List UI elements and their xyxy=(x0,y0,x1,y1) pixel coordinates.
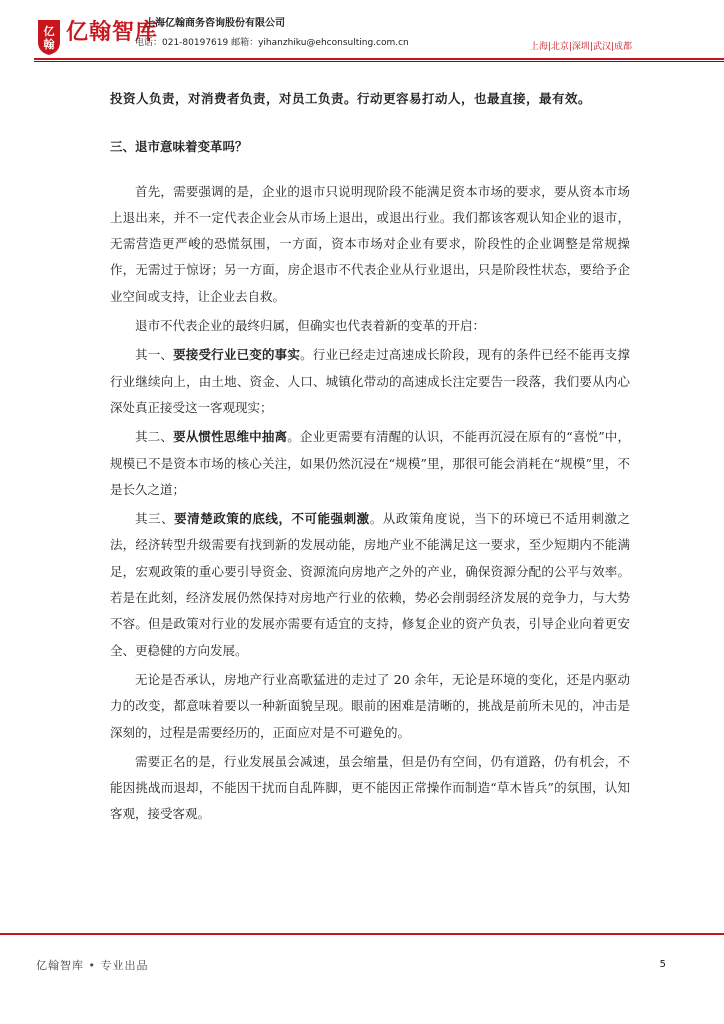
yihan-logo-icon xyxy=(34,18,64,56)
paragraph: 需要正名的是，行业发展虽会减速，虽会缩量，但是仍有空间，仍有道路，仍有机会，不能因挑战而退却，不能因干扰而自乱阵脚，更不能因正常操作而制造“草木皆兵”的氛围，认知客观，接受客观。 xyxy=(110,753,630,822)
page-number: 5 xyxy=(659,959,666,970)
brand-name: 亿翰智库 xyxy=(66,20,159,45)
paragraph: 首先，需要强调的是，企业的退市只说明现阶段不能满足资本市场的要求，要从资本市场上退出来，并不一定代表企业会从市场上退出，或退出行业。我们都该客观认知企业的退市，无需营造更严峻的恐慌氛围，一方面，资本市场对企业有要求，阶段性的企业调整是常规操作，无需过于惊讶；另一方面，房企退市不代表企业从行业退出，只是阶段性状态，要给予企业空间或支持，让企业去自救。 xyxy=(110,183,630,304)
article-body xyxy=(110,84,630,828)
company-name: 上海亿翰商务咨询股份有限公司 xyxy=(145,18,285,29)
paragraph xyxy=(110,342,630,421)
paragraph-text: 。企业更需要有清醒的认识，不能再沉浸在原有的“喜悦”中，规模已不是资本市场的核心关注，如果仍然沉浸在“规模”里，那很可能会消耗在“规模”里，不是长久之道； xyxy=(110,429,630,497)
paragraph xyxy=(110,506,630,664)
footer-credit: 亿翰智库 • 专业出品 xyxy=(36,959,149,972)
header-divider xyxy=(34,58,724,60)
footer-divider xyxy=(0,933,724,935)
key-point: 要从惯性思维中抽离 xyxy=(173,429,288,445)
page-header xyxy=(0,0,724,72)
svg-text:亿: 亿 xyxy=(43,25,55,38)
paragraph-text: 。行业已经走过高速成长阶段，现有的条件已经不能再支撑行业继续向上，由土地、资金、人口、城镇化带动的高速成长注定要告一段落，我们要从内心深处真正接受这一客观现实； xyxy=(110,347,630,415)
paragraph-prefix: 其二、 xyxy=(135,429,174,445)
paragraph-prefix: 其三、 xyxy=(135,511,175,527)
office-cities: 上海|北京|深圳|武汉|成都 xyxy=(529,42,632,52)
paragraph-text: 。从政策角度说，当下的环境已不适用刺激之法，经济转型升级需要有找到新的发展动能，房地产业不能满足这一要求，至少短期内不能满足，宏观政策的重心要引导资金、资源流向房地产之外的产业，确保资源分配的公平与效率。若是在此刻，经济发展仍然保持对房地产行业的依赖，势必会削弱经济发展的竞争力，与大势不容。但是政策对行业的发展亦需要有适宜的支持，修复企业的资产负表，引导企业向着更安全、更稳健的方向发展。 xyxy=(110,511,630,658)
svg-text:翰: 翰 xyxy=(43,38,55,51)
key-point: 要清楚政策的底线，不可能强刺激 xyxy=(174,511,370,527)
contact-info: 电话：021-80197619 邮箱：yihanzhiku@ehconsulting.com.cn xyxy=(135,38,409,48)
section-title: 三、退市意味着变革吗？ xyxy=(110,139,248,155)
paragraph-prefix: 其一、 xyxy=(135,347,174,363)
key-point: 要接受行业已变的事实 xyxy=(173,347,301,363)
header-divider-secondary xyxy=(34,61,724,62)
paragraph xyxy=(110,424,630,503)
paragraph: 退市不代表企业的最终归属，但确实也代表着新的变革的开启： xyxy=(135,318,486,334)
paragraph: 无论是否承认，房地产行业高歌猛进的走过了 20 余年，无论是环境的变化，还是内驱动力的改变，都意味着要以一种新面貌呈现。眼前的困难是清晰的，挑战是前所未见的，冲击是深刻的，过程是需要经历的，正面应对是不可避免的。 xyxy=(110,671,630,740)
intro-line: 投资人负责，对消费者负责，对员工负责。行动更容易打动人，也最直接，最有效。 xyxy=(110,91,592,106)
